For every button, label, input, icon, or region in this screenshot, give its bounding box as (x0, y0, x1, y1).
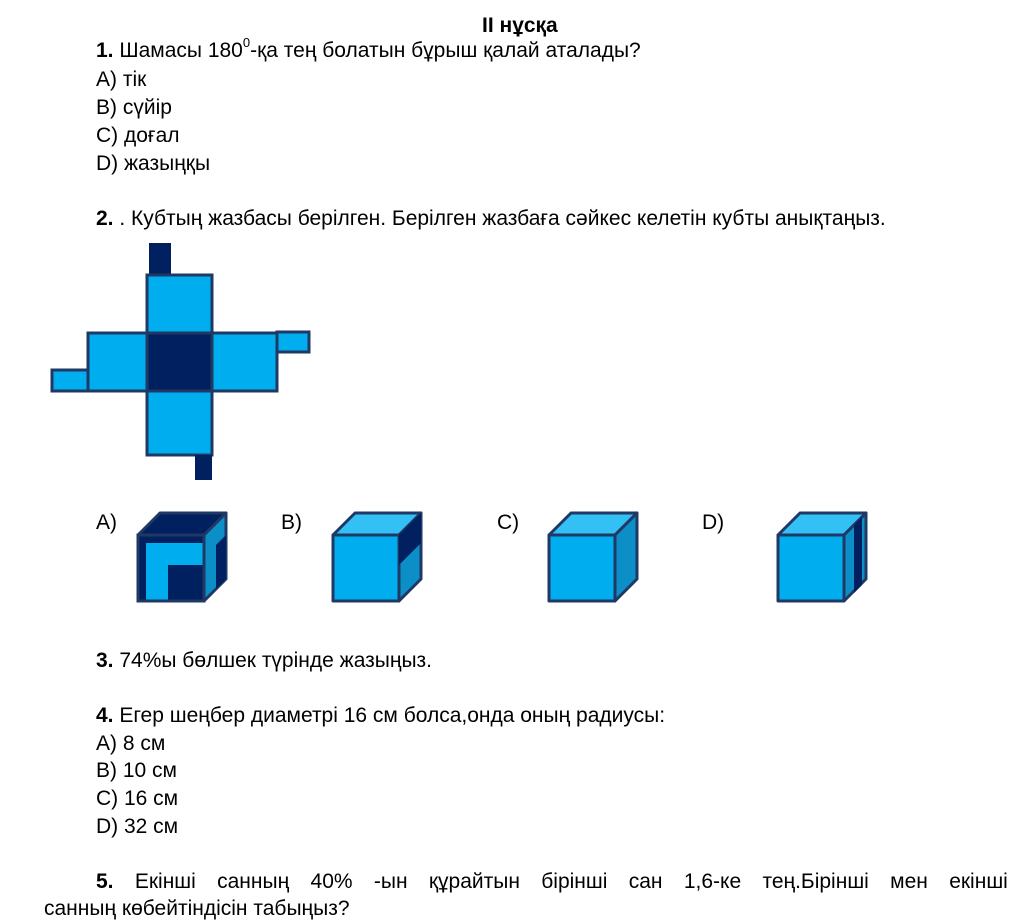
cube-option-c (541, 505, 641, 605)
q4-option-b: B) 10 см (96, 759, 177, 782)
cube-b-front (333, 535, 399, 601)
q5-word: Екінші (134, 870, 196, 893)
question-3-number: 3. (96, 649, 114, 672)
cube-option-b (325, 505, 425, 605)
net-face-left (88, 333, 147, 391)
question-4-text: Егер шеңбер диаметрі 16 см болса,онда оның радиусы: (113, 704, 666, 727)
net-tab-left (52, 370, 88, 391)
q5-word: -ын (373, 870, 408, 893)
q5-word: тең.Бірінші (762, 870, 869, 893)
cube-option-d (770, 505, 870, 605)
question-1-number: 1. (96, 39, 114, 62)
cube-a-front-square (168, 565, 204, 601)
cube-option-label-a: A) (96, 511, 117, 534)
net-face-center (147, 333, 212, 391)
question-5-line-2: санның көбейтіндісін табыңыз? (44, 897, 350, 920)
cube-c-front (549, 535, 615, 601)
q1-option-b: B) сүйір (96, 96, 172, 119)
q5-word: мен (890, 870, 928, 893)
net-face-bottom (147, 391, 212, 455)
question-4-number: 4. (96, 704, 114, 727)
cube-d-front (778, 535, 844, 601)
q1-option-c: C) доғал (96, 124, 180, 147)
page-title: II нұсқа (482, 14, 558, 37)
cube-option-a (130, 505, 230, 605)
degree-superscript: 0 (242, 35, 251, 50)
question-5-number: 5. (96, 870, 114, 893)
question-2-number: 2. (96, 207, 114, 230)
cube-option-label-b: B) (281, 511, 302, 534)
q4-option-a: A) 8 см (96, 732, 166, 755)
question-4 (96, 705, 665, 726)
net-tab-top (149, 243, 171, 275)
q5-word: сан (628, 870, 663, 893)
cube-net-figure (0, 235, 320, 485)
net-tab-right (277, 332, 309, 352)
cube-option-label-c: C) (497, 511, 520, 534)
q4-option-d: D) 32 см (96, 815, 179, 838)
cube-d-side-mark (854, 517, 862, 593)
q5-word: 1,6-ке (683, 870, 742, 893)
cube-option-label-d: D) (702, 511, 725, 534)
q5-word: екінші (949, 870, 1008, 893)
q5-word: құрайтын (428, 870, 520, 893)
q5-word: бірінші (541, 870, 608, 893)
q1-option-a: A) тік (96, 68, 147, 91)
question-2 (96, 208, 886, 229)
net-tab-bottom (195, 455, 212, 480)
question-3-text: 74%ы бөлшек түрінде жазыңыз. (113, 649, 433, 672)
q5-word: санның (217, 870, 290, 893)
net-face-right (212, 333, 277, 391)
q5-word: 40% (310, 870, 353, 893)
q1-option-d: D) жазыңқы (96, 152, 211, 175)
question-1-text-before: Шамасы 180 (113, 39, 243, 62)
question-1 (96, 35, 641, 62)
question-3 (96, 650, 432, 671)
q4-option-c: C) 16 см (96, 787, 179, 810)
net-face-top (147, 275, 212, 333)
question-5-line-1 (96, 871, 1008, 892)
question-2-text: . Кубтың жазбасы берілген. Берілген жазбаға сәйкес келетін кубты анықтаңыз. (113, 207, 886, 230)
question-1-text-after: -қа тең болатын бұрыш қалай аталады? (250, 39, 641, 62)
